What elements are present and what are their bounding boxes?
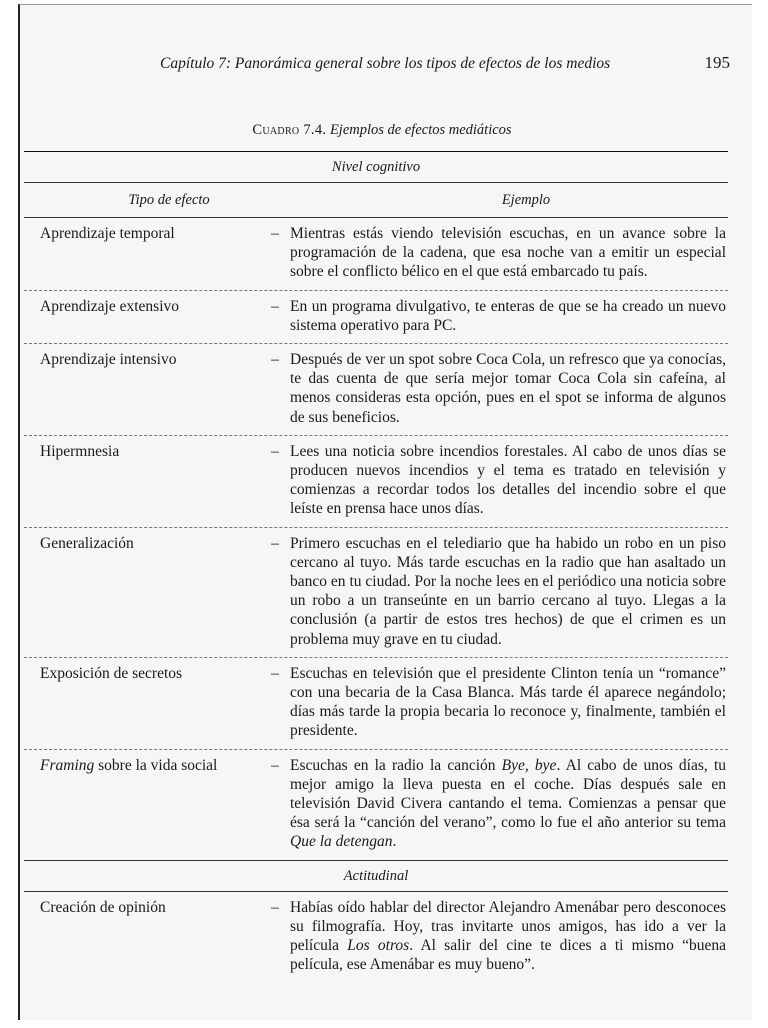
effect-example: Primero escuchas en el telediario que ha habido un robo en un piso cercano al tuyo. Más tarde escuchas en la radio que han asaltado un banco en tu ciudad. Por la noche lees en el periódico una noticia sobre un robo a un transeúnte en un barrio cercano al tuyo. Llegas a la conclusión (a partir de estos tres hechos) de que el crimen es un problema muy grave en tu ciudad. [290, 534, 726, 648]
row-dash: – [271, 898, 279, 916]
section-heading-cognitive: Nivel cognitivo [331, 159, 421, 175]
film-title: Los otros [347, 937, 410, 955]
effect-type: Hipermnesia [40, 442, 120, 460]
effect-type-italic: Framing [40, 756, 95, 774]
effect-example: Escuchas en televisión que el presidente Clinton tenía un “romance” con una becaria de la Casa Blanca. Más tarde él aparece negándolo; días más tarde la propia becaria lo reconoce y, finalmente, también el presidente. [290, 664, 726, 740]
running-head [160, 53, 730, 73]
table-label: Cuadro 7.4. [252, 122, 327, 138]
table-row [24, 291, 728, 343]
chapter-title: Capítulo 7: Panorámica general sobre los tipos de efectos de los medios [160, 55, 611, 72]
effect-example: Lees una noticia sobre incendios forestales. Al cabo de unos días se producen nuevos incendios y el tema es tratado en televisión y comienzas a recordar todos los detalles del incendio sobre el que leíste en prensa hace unos días. [290, 442, 726, 518]
example-text: . [392, 833, 397, 851]
column-headers [24, 183, 728, 217]
page-number: 195 [704, 53, 730, 72]
table-row [24, 436, 728, 527]
row-dash: – [271, 442, 279, 460]
effect-example [290, 756, 728, 852]
effect-type: Exposición de secretos [40, 664, 183, 682]
row-dash: – [271, 534, 279, 552]
table-title: Ejemplos de efectos mediáticos [329, 122, 512, 138]
effect-example [290, 898, 728, 975]
table-row [24, 750, 728, 860]
table-row [24, 218, 728, 290]
row-dash: – [271, 297, 279, 315]
song-title: Que la detengan [290, 833, 393, 851]
effect-type: Creación de opinión [40, 898, 166, 916]
book-page [18, 4, 752, 1020]
column-header-type: Tipo de efecto [128, 192, 210, 208]
table-row [24, 892, 728, 983]
effect-type: Aprendizaje extensivo [40, 297, 180, 315]
row-dash: – [271, 664, 279, 682]
effect-example: En un programa divulgativo, te enteras de que se ha creado un nuevo sistema operativo para PC. [290, 297, 726, 334]
effect-type [24, 756, 260, 852]
table-row [24, 344, 728, 435]
example-text: Habías oído hablar del director Alejandro Amenábar pero desconoces su filmografía. Hoy, tras invitarte unos amigos, has ido a ver la película [290, 898, 726, 955]
row-dash: – [271, 351, 279, 369]
effects-table [24, 151, 728, 983]
section-heading-attitudinal: Actitudinal [343, 867, 409, 884]
table-caption [20, 122, 744, 139]
example-text: . Al cabo de unos días, tu mejor amigo la lleva puesta en el coche. Días después sale en televisión David Civera cantando el tema. Comienzas a pensar que ésa será la “canción del verano”, como lo fue el año anterior su tema [290, 756, 726, 832]
effect-type: Generalización [40, 534, 134, 552]
column-header-example: Ejemplo [501, 192, 551, 208]
table-row [24, 528, 728, 657]
song-title: Bye, bye [501, 756, 557, 774]
example-text: . Al salir del cine te dices a ti mismo “buena película, ese Amenábar es muy bueno”. [290, 937, 726, 974]
example-text: Escuchas en la radio la canción [290, 756, 502, 774]
effect-example: Mientras estás viendo televisión escuchas, en un avance sobre la programación de la cadena, que esa noche van a emitir un especial sobre el conflicto bélico en el que está embarcado tu país. [290, 225, 726, 281]
effect-type-rest: sobre la vida social [94, 756, 218, 774]
table-row [24, 658, 728, 749]
effect-example: Después de ver un spot sobre Coca Cola, un refresco que ya conocías, te das cuenta de que sería mejor tomar Coca Cola sin cafeína, al menos consideras esta opción, pues en el spot se informa de algunos de sus beneficios. [290, 351, 726, 426]
effect-type: Aprendizaje temporal [40, 225, 175, 242]
effect-type: Aprendizaje intensivo [40, 351, 177, 369]
row-dash: – [271, 225, 279, 242]
row-dash: – [271, 756, 279, 774]
